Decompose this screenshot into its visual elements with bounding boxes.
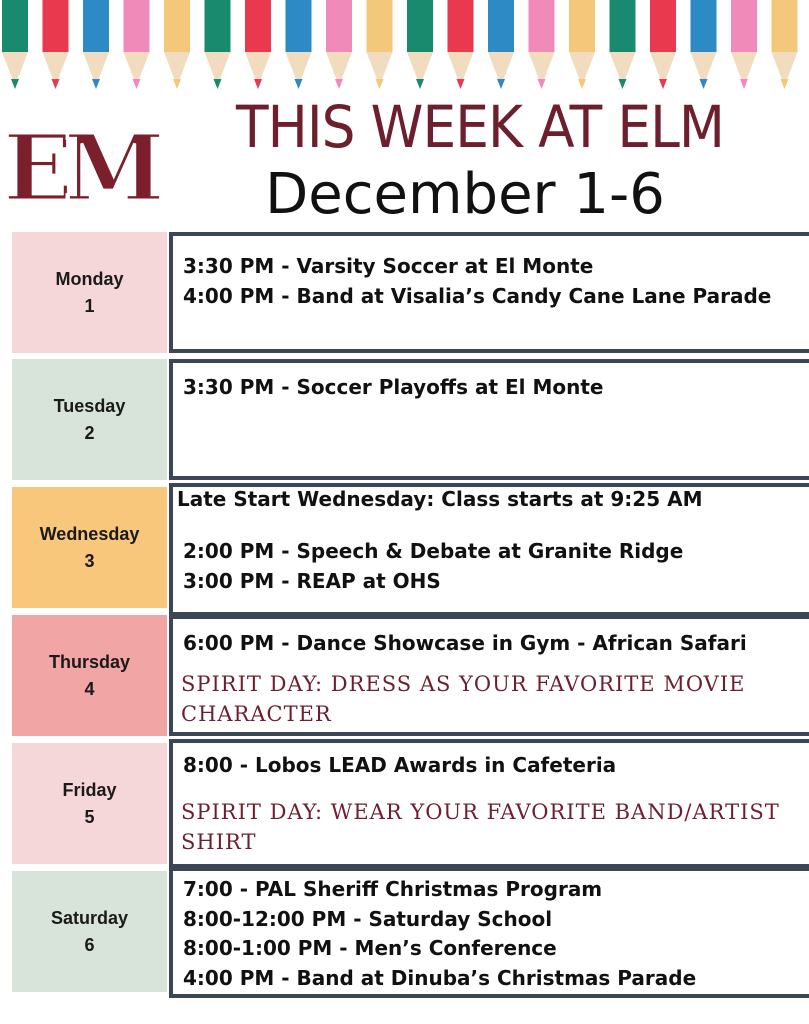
day-cell-friday — [12, 743, 167, 864]
spirit-day-note: SPIRIT DAY: DRESS AS YOUR FAVORITE MOVIE CHARACTER — [181, 672, 746, 726]
pencil-icon — [326, 0, 352, 89]
day-name: Thursday — [48, 651, 131, 672]
events-tuesday — [169, 359, 809, 480]
day-number: 2 — [84, 422, 95, 443]
event-item: 3:30 PM - Varsity Soccer at El Monte — [183, 254, 594, 278]
pencil-icon — [610, 0, 636, 89]
day-cell-saturday — [12, 871, 167, 992]
pencil-icon — [164, 0, 190, 89]
pencil-icon — [529, 0, 555, 89]
day-number: 1 — [84, 295, 95, 316]
day-cell-thursday — [12, 615, 167, 736]
pencil-icon — [124, 0, 150, 89]
spirit-day-note: SPIRIT DAY: WEAR YOUR FAVORITE BAND/ARTIST SHIRT — [181, 800, 780, 854]
day-name: Monday — [55, 268, 124, 289]
day-name: Tuesday — [53, 395, 126, 416]
day-cell-tuesday — [12, 359, 167, 480]
pencil-icon — [2, 0, 28, 89]
pencil-icon — [407, 0, 433, 89]
event-item: 6:00 PM - Dance Showcase in Gym - African Safari — [183, 631, 747, 655]
events-saturday — [169, 867, 809, 998]
event-item: 3:30 PM - Soccer Playoffs at El Monte — [183, 375, 604, 399]
pencil-icon — [772, 0, 798, 89]
event-item: 2:00 PM - Speech & Debate at Granite Ridge — [183, 539, 684, 563]
day-cell-monday — [12, 232, 167, 353]
page-subtitle: December 1-6 — [265, 162, 665, 227]
event-item: 8:00 - Lobos LEAD Awards in Cafeteria — [183, 753, 617, 777]
pencil-icon — [83, 0, 109, 89]
events-monday — [169, 232, 809, 353]
day-number: 5 — [84, 806, 95, 827]
pencil-icon — [731, 0, 757, 89]
event-item: 4:00 PM - Band at Dinuba’s Christmas Parade — [183, 966, 697, 990]
day-name: Wednesday — [39, 523, 140, 544]
event-item: 4:00 PM - Band at Visalia’s Candy Cane Lane Parade — [183, 284, 772, 308]
pencil-icon — [205, 0, 231, 89]
event-item: 8:00-12:00 PM - Saturday School — [183, 907, 553, 931]
late-start-note: Late Start Wednesday: Class starts at 9:25 AM — [177, 487, 703, 511]
day-name: Saturday — [50, 907, 129, 928]
pencil-icon — [43, 0, 69, 89]
day-number: 6 — [84, 934, 95, 955]
day-number: 4 — [84, 678, 95, 699]
pencil-icon — [245, 0, 271, 89]
pencil-icon — [650, 0, 676, 89]
pencil-icon — [367, 0, 393, 89]
logo-text: EM — [3, 114, 155, 222]
pencil-border — [0, 0, 791, 92]
event-item: 3:00 PM - REAP at OHS — [183, 569, 441, 593]
pencil-icon — [286, 0, 312, 89]
events-wednesday — [169, 483, 809, 616]
day-number: 3 — [84, 550, 95, 571]
pencil-icon — [448, 0, 474, 89]
events-friday — [169, 739, 809, 868]
pencil-icon — [488, 0, 514, 89]
elm-logo — [3, 114, 155, 222]
events-thursday — [169, 615, 809, 736]
pencil-icon — [691, 0, 717, 89]
day-cell-wednesday — [12, 487, 167, 608]
event-item: 7:00 - PAL Sheriff Christmas Program — [183, 877, 603, 901]
event-item: 8:00-1:00 PM - Men’s Conference — [183, 936, 557, 960]
page-title: THIS WEEK AT ELM — [235, 93, 725, 161]
day-name: Friday — [62, 779, 117, 800]
pencil-icon — [569, 0, 595, 89]
